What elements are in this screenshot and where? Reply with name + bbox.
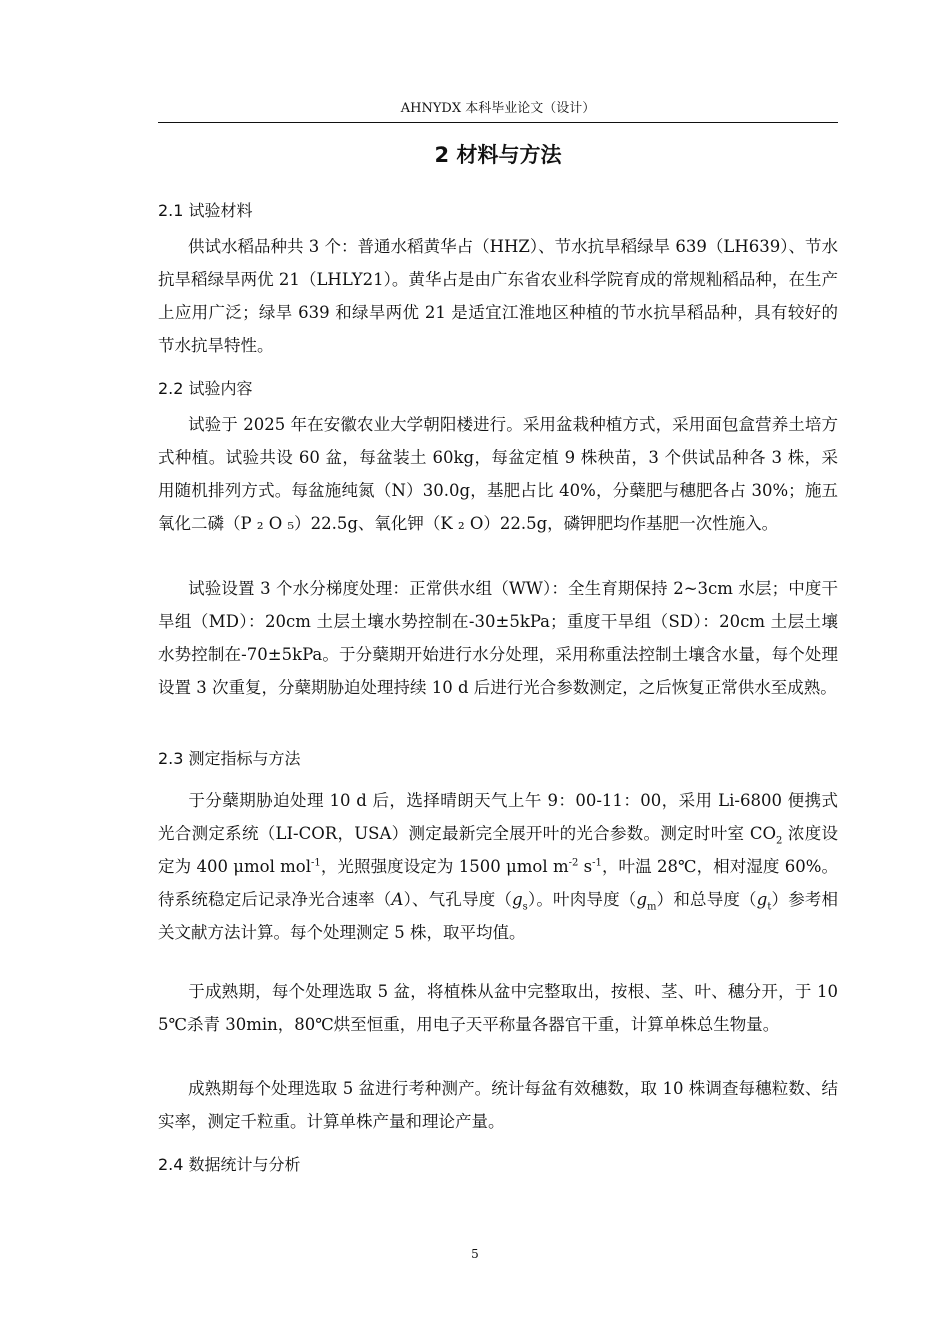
section-heading-2-4: 2.4 数据统计与分析	[158, 1155, 301, 1174]
header-rule	[158, 122, 838, 123]
chapter-title: 2 材料与方法	[434, 143, 562, 167]
paragraph-biomass-method: 于成熟期，每个处理选取 5 盆，将植株从盆中完整取出，按根、茎、叶、穗分开，于 105℃杀青 30min，80℃烘至恒重，用电子天平称量各器官干重，计算单株总生物量。	[158, 982, 838, 1034]
paragraph-experiment-design: 试验于 2025 年在安徽农业大学朝阳楼进行。采用盆栽种植方式，采用面包盒营养土培方式种植。试验共设 60 盆，每盆装土 60kg，每盆定植 9 株秧苗，3 个供试品种各 3 株，采用随机排列方式。每盆施纯氮（N）30.0g，基肥占比 40%，分蘖肥与穗肥各占 30%；施五氧化二磷（P ₂ O ₅）22.5g、氧化钾（K ₂ O）22.5g，磷钾肥均作基肥一次性施入。	[158, 415, 838, 533]
section-heading-2-3: 2.3 测定指标与方法	[158, 749, 301, 768]
section-heading-2-2: 2.2 试验内容	[158, 379, 253, 398]
section-heading-2-1: 2.1 试验材料	[158, 201, 253, 220]
running-header: AHNYDX 本科毕业论文（设计）	[400, 101, 596, 116]
page-number: 5	[471, 1247, 479, 1261]
paragraph-photosynthesis-method: 于分蘖期胁迫处理 10 d 后，选择晴朗天气上午 9：00-11：00，采用 Li-6800 便携式光合测定系统（LI-COR，USA）测定最新完全展开叶的光合参数。测定时叶室 $CO_2$ 浓度设定为 400 μmol mol$^{-1}$，光照强度设定为 1500 μmol $m^{-2}$ $s^{-1}$，叶温 28℃，相对湿度 60%。待系统稳定后记录净光合速率（A）、气孔导度$(g_s)$。叶肉导度$(g_m)$和总导度$(g_t)$参考相关文献方法计算。每个处理测定 5 株，取平均值。	[158, 791, 839, 942]
paragraph-water-treatments: 试验设置 3 个水分梯度处理：正常供水组（WW）：全生育期保持 2~3cm 水层；中度干旱组（MD）：20cm 土层土壤水势控制在-30±5kPa；重度干旱组（SD）：20cm 土层土壤水势控制在-70±5kPa。于分蘖期开始进行水分处理，采用称重法控制土壤含水量，每个处理设置 3 次重复，分蘖期胁迫处理持续 10 d 后进行光合参数测定，之后恢复正常供水至成熟。	[158, 579, 838, 697]
paragraph-yield-method: 成熟期每个处理选取 5 盆进行考种测产。统计每盆有效穗数，取 10 株调查每穗粒数、结实率，测定千粒重。计算单株产量和理论产量。	[158, 1079, 838, 1131]
paragraph-materials: 供试水稻品种共 3 个：普通水稻黄华占（HHZ）、节水抗旱稻绿旱 639（LH639）、节水抗旱稻绿旱两优 21（LHLY21）。黄华占是由广东省农业科学院育成的常规籼稻品种，在生产上应用广泛；绿旱 639 和绿旱两优 21 是适宜江淮地区种植的节水抗旱稻品种，具有较好的节水抗旱特性。	[158, 237, 838, 355]
